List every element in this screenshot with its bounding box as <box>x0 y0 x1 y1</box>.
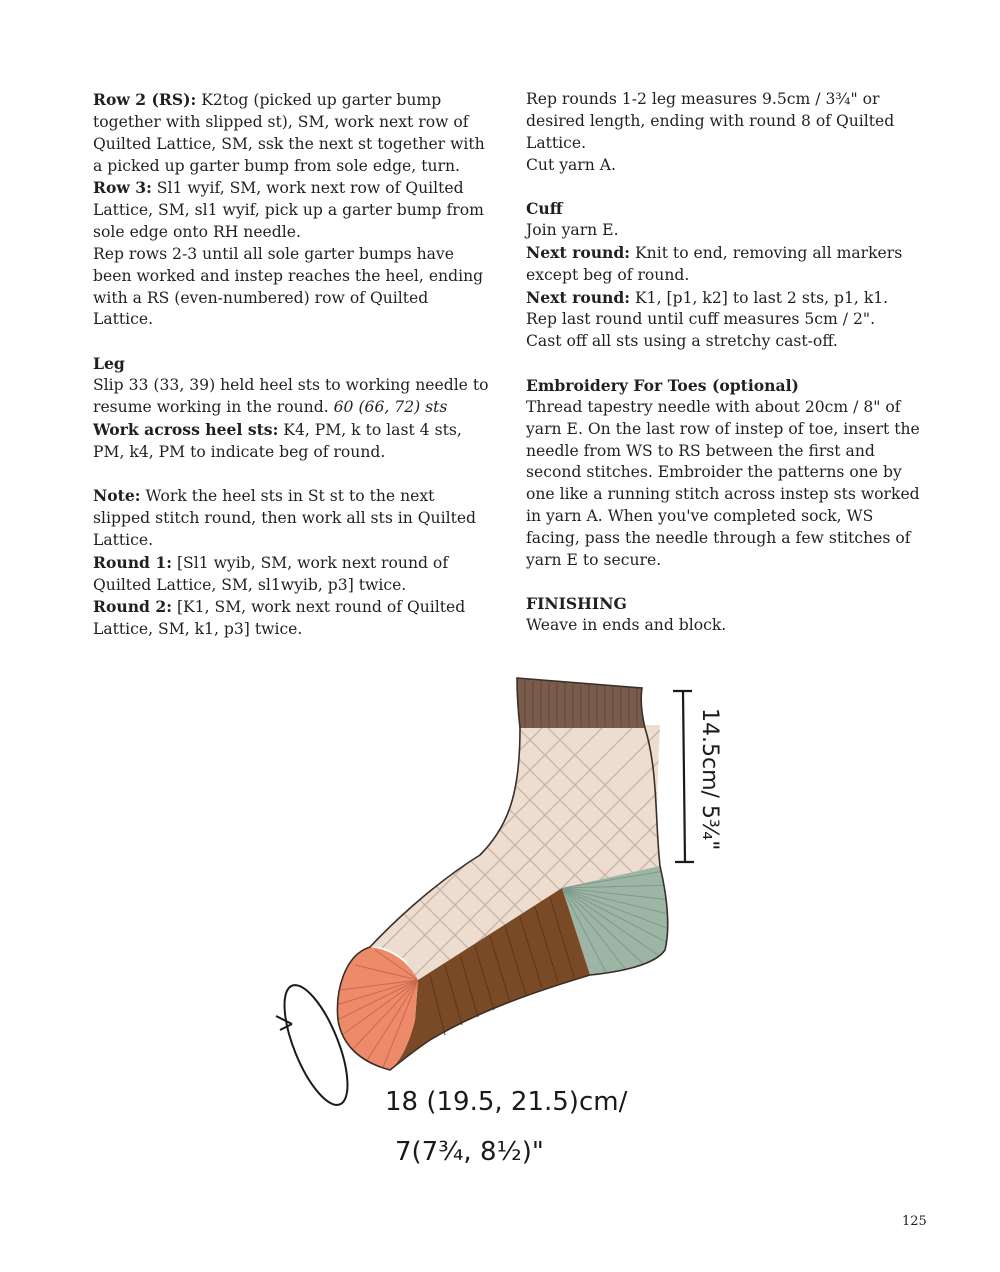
leg-measurement-label: 14.5cm/ 5¾" <box>697 708 722 851</box>
cut-yarn-instruction: Cut yarn A. <box>526 155 616 174</box>
next-round-2-text: K1, [p1, k2] to last 2 sts, p1, k1. <box>630 288 889 307</box>
row2-text: K2tog (picked up garter bump together with slipped st), SM, work next row of Quilted Lattice, SM, ssk the next st together with a picked up garter bump from sole edge, turn. <box>93 91 485 175</box>
right-column <box>526 89 931 637</box>
round1-text: [Sl1 wyib, SM, work next round of Quilted Lattice, SM, sl1wyib, p3] twice. <box>93 553 449 594</box>
next-round-1-instruction <box>526 242 931 287</box>
page-number: 125 <box>902 1214 927 1229</box>
join-yarn-instruction: Join yarn E. <box>526 221 619 240</box>
row3-text: Sl1 wyif, SM, work next row of Quilted Lattice, SM, sl1 wyif, pick up a garter bump from sole edge onto RH needle. <box>93 179 484 242</box>
slip-instruction <box>93 375 493 419</box>
round2-text: [K1, SM, work next round of Quilted Lattice, SM, k1, p3] twice. <box>93 598 466 639</box>
cuff-heading: Cuff <box>526 199 563 219</box>
next-round-1-text: Knit to end, removing all markers except beg of round. <box>526 243 903 284</box>
left-column <box>93 89 493 641</box>
embroidery-instruction: Thread tapestry needle with about 20cm / 8" of yarn E. On the last row of instep of toe, insert the needle from WS to RS between the first and second stitches. Embroider the patterns one by one like a running stitch across instep sts worked in yarn A. When you've completed sock, WS facing, pass the needle through a few stitches of yarn E to secure. <box>526 397 920 569</box>
row2-instruction <box>93 89 493 177</box>
rep-last-instruction: Rep last round until cuff measures 5cm / 2". <box>526 310 876 329</box>
sock-illustration <box>270 665 740 1180</box>
next-round-1-label: Next round: <box>526 242 631 262</box>
rep-rounds-instruction: Rep rounds 1-2 leg measures 9.5cm / 3¾" or desired length, ending with round 8 of Quilted Lattice. <box>526 90 895 152</box>
sock-drawing <box>270 665 740 1180</box>
circumference-arrow <box>276 1016 292 1030</box>
foot-measurement-line2: 7(7¾, 8½)" <box>395 1137 544 1167</box>
foot-measurement-line1: 18 (19.5, 21.5)cm/ <box>385 1087 628 1117</box>
heel-sts-text: K4, PM, k to last 4 sts, PM, k4, PM to indicate beg of round. <box>93 420 462 461</box>
rep-rows-instruction: Rep rows 2-3 until all sole garter bumps have been worked and instep reaches the heel, ending with a RS (even-numbered) row of Quilted Lattice. <box>93 244 484 329</box>
round1-label: Round 1: <box>93 552 172 572</box>
round1-instruction <box>93 552 493 597</box>
row2-label: Row 2 (RS): <box>93 90 197 109</box>
heel-sts-label: Work across heel sts: <box>93 419 279 439</box>
next-round-2-instruction <box>526 287 931 310</box>
finishing-instruction: Weave in ends and block. <box>526 616 727 635</box>
slip-text: Slip 33 (33, 39) held heel sts to working needle to resume working in the round. <box>93 375 489 416</box>
round2-label: Round 2: <box>93 597 172 617</box>
finishing-heading: FINISHING <box>526 594 627 614</box>
slip-stitch-count: 60 (66, 72) sts <box>333 397 448 416</box>
row3-label: Row 3: <box>93 178 152 198</box>
cast-off-instruction: Cast off all sts using a stretchy cast-off. <box>526 332 838 351</box>
round2-instruction <box>93 596 493 641</box>
row3-instruction <box>93 177 493 244</box>
note-instruction <box>93 485 493 552</box>
heel-sts-instruction <box>93 419 493 464</box>
note-label: Note: <box>93 486 141 506</box>
next-round-2-label: Next round: <box>526 287 631 307</box>
leg-measure-bracket <box>673 691 694 862</box>
leg-heading: Leg <box>93 354 125 374</box>
note-text: Work the heel sts in St st to the next slipped stitch round, then work all sts in Quilted Lattice. <box>93 487 477 549</box>
embroidery-heading: Embroidery For Toes (optional) <box>526 375 799 395</box>
